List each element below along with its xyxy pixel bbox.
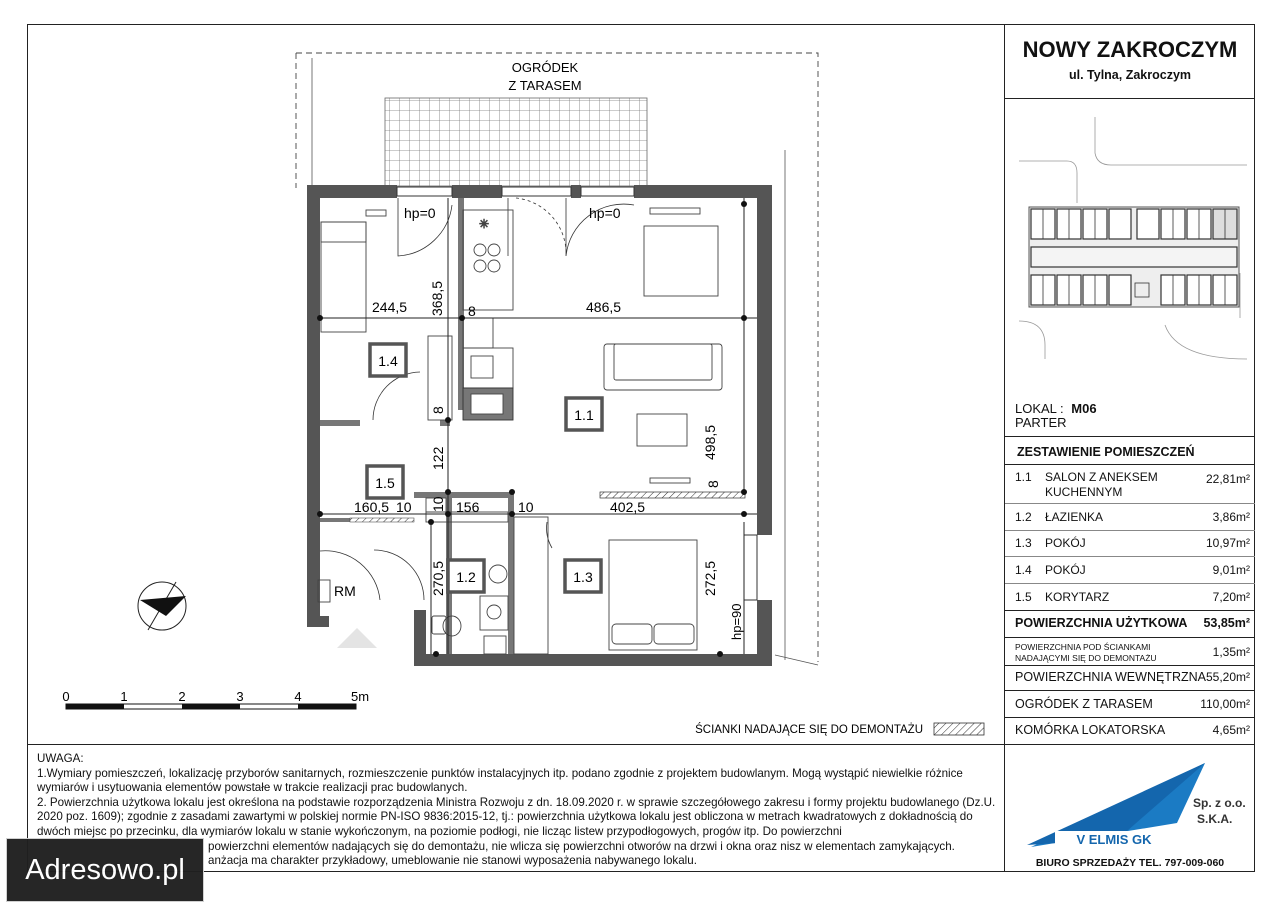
watermark-badge: Adresowo.pl bbox=[6, 838, 204, 902]
dim-486: 486,5 bbox=[586, 299, 622, 315]
garden-area-label: OGRÓDEK Z TARASEM bbox=[1015, 697, 1153, 711]
project-name: NOWY ZAKROCZYM bbox=[1022, 37, 1238, 62]
dim-244: 244,5 bbox=[372, 299, 408, 315]
scale-2: 2 bbox=[178, 689, 186, 704]
dim-8c: 8 bbox=[705, 480, 721, 488]
dim-270: 270,5 bbox=[430, 560, 446, 596]
site-plan-map bbox=[1015, 113, 1247, 359]
row-name-2: KUCHENNYM bbox=[1045, 485, 1123, 499]
storage-area-label: KOMÓRKA LOKATORSKA bbox=[1015, 723, 1166, 737]
lokal-label: LOKAL : bbox=[1015, 401, 1064, 416]
internal-area-value: 55,20m² bbox=[1205, 670, 1250, 684]
threshold-right: hp=0 bbox=[589, 205, 621, 221]
row-num: 1.5 bbox=[1015, 590, 1032, 604]
dim-498: 498,5 bbox=[702, 424, 718, 460]
dining-table bbox=[644, 226, 718, 296]
notes-paragraph-4: anżacja ma charakter przykładowy, umeblowanie nie stanowi wyposażenia nabywanego lokalu. bbox=[208, 854, 697, 868]
usable-area-value: 53,85m² bbox=[1203, 616, 1250, 630]
demolition-wall bbox=[600, 492, 745, 498]
threshold-window: hp=90 bbox=[729, 603, 744, 640]
legend-hatch-swatch bbox=[934, 723, 984, 735]
row-name: POKÓJ bbox=[1045, 563, 1086, 577]
storage-area-value: 4,65m² bbox=[1212, 723, 1250, 737]
row-name: POKÓJ bbox=[1045, 536, 1086, 550]
garden-label-2: Z TARASEM bbox=[508, 78, 582, 93]
logo-suffix-1: Sp. z o.o. bbox=[1193, 796, 1246, 810]
sofa bbox=[604, 344, 722, 390]
room-1-1: 1.1 bbox=[574, 407, 594, 423]
scale-4: 4 bbox=[294, 689, 302, 704]
sales-phone: BIURO SPRZEDAŻY TEL. 797-009-060 bbox=[1035, 857, 1225, 869]
demolition-area-value: 1,35m² bbox=[1212, 645, 1250, 659]
usable-area-label: POWIERZCHNIA UŻYTKOWA bbox=[1015, 616, 1188, 630]
scale-5: 5m bbox=[350, 689, 370, 704]
company-logo-icon bbox=[1027, 761, 1246, 847]
dim-160: 160,5 bbox=[354, 499, 390, 515]
compass-icon bbox=[138, 582, 186, 630]
dim-8a: 8 bbox=[468, 303, 476, 319]
dimension-nodes bbox=[317, 201, 747, 657]
scale-1: 1 bbox=[120, 689, 128, 704]
demolition-area-label: POWIERZCHNIA POD ŚCIANKAMI bbox=[1015, 642, 1151, 652]
row-num: 1.2 bbox=[1015, 510, 1032, 524]
logo-suffix-2: S.K.A. bbox=[1197, 812, 1233, 826]
dim-368: 368,5 bbox=[429, 280, 445, 316]
dim-10c: 10 bbox=[518, 499, 534, 515]
svg-text:✳: ✳ bbox=[478, 217, 490, 231]
garden-label-1: OGRÓDEK bbox=[511, 60, 579, 75]
notes-heading: UWAGA: bbox=[37, 752, 84, 765]
bed bbox=[321, 222, 366, 332]
room-1-3: 1.3 bbox=[573, 569, 593, 585]
scale-bar bbox=[62, 689, 369, 709]
project-address: ul. Tylna, Zakroczym bbox=[1068, 68, 1192, 82]
dim-272: 272,5 bbox=[702, 560, 718, 596]
row-name: SALON Z ANEKSEM bbox=[1045, 470, 1158, 484]
dim-402: 402,5 bbox=[610, 499, 646, 515]
dimension-lines bbox=[320, 198, 757, 654]
row-num: 1.1 bbox=[1015, 470, 1032, 484]
rooms-table-header: ZESTAWIENIE POMIESZCZEŃ bbox=[1017, 445, 1195, 459]
dimension-labels bbox=[354, 281, 721, 596]
demolition-area-label-2: NADAJĄCYMI SIĘ DO DEMONTAŻU bbox=[1015, 653, 1157, 663]
terrace bbox=[385, 98, 647, 186]
row-area: 9,01m² bbox=[1212, 563, 1250, 577]
room-1-2: 1.2 bbox=[456, 569, 476, 585]
threshold-left: hp=0 bbox=[404, 205, 436, 221]
internal-area-label: POWIERZCHNIA WEWNĘTRZNA bbox=[1015, 670, 1206, 684]
row-area: 7,20m² bbox=[1212, 590, 1250, 604]
room-labels bbox=[367, 344, 602, 592]
floor-label: PARTER bbox=[1015, 415, 1067, 430]
company-block bbox=[1004, 745, 1254, 872]
room-1-4: 1.4 bbox=[378, 353, 398, 369]
rm-label: RM bbox=[334, 583, 356, 599]
notes-paragraph-2: 2. Powierzchnia użytkowa lokalu jest określona na podstawie rozporządzenia Ministra Rozwoju z dn. 18.09.2020 r. w sprawie szczegółowego zakresu i formy projektu budowlanego (Dz.U. 2020 poz. 1609); zgodnie z zasadami zawartymi w polskiej normie PN-ISO 9836:2015-12, tj.: powierzchnia użytkowa lokalu jest obliczona w metrach kwadratowych z dokładnością do dwóch miejsc po przecinku, dla wymiarów lokalu w stanie wykończonym, na poziomie podłogi, nie licząc listew przypodłogowych, progów itp. Do powierzchni bbox=[37, 795, 996, 838]
coffee-table bbox=[637, 414, 687, 446]
scale-3: 3 bbox=[236, 689, 244, 704]
notes-paragraph-3: powierzchni elementów nadających się do demontażu, nie wlicza się powierzchni otworów na drzwi i okna oraz nisz w elementach zamykających. bbox=[208, 839, 955, 853]
dim-8b: 8 bbox=[430, 406, 446, 414]
garden-area-value: 110,00m² bbox=[1200, 697, 1250, 711]
notes-paragraph-1: 1.Wymiary pomieszczeń, lokalizację przyborów sanitarnych, rozmieszczenie punktów instalacyjnych itp. podano zgodnie z projektem budowlanym. Mogą wystąpić niewielkie różnice wymiarów i usytuowania elementów powstałe w trakcie realizacji prac budowlanych. bbox=[37, 766, 963, 795]
furniture bbox=[318, 208, 722, 654]
row-area: 10,97m² bbox=[1205, 536, 1250, 550]
dim-10a: 10 bbox=[396, 499, 412, 515]
row-num: 1.4 bbox=[1015, 563, 1032, 577]
dim-122: 122 bbox=[430, 446, 446, 470]
scale-0: 0 bbox=[62, 689, 70, 704]
row-name: KORYTARZ bbox=[1045, 590, 1110, 604]
room-1-5: 1.5 bbox=[375, 475, 395, 491]
row-area: 22,81m² bbox=[1205, 472, 1250, 486]
row-name: ŁAZIENKA bbox=[1045, 510, 1104, 524]
legend-demolition: ŚCIANKI NADAJĄCE SIĘ DO DEMONTAŻU bbox=[695, 724, 923, 736]
info-panel bbox=[1004, 25, 1254, 745]
row-num: 1.3 bbox=[1015, 536, 1032, 550]
double-bed bbox=[609, 540, 697, 650]
entrance-arrow-icon bbox=[337, 628, 377, 648]
dim-10b: 10 bbox=[430, 496, 446, 512]
logo-text: V ELMIS GK bbox=[1076, 832, 1152, 847]
lokal-value: M06 bbox=[1071, 401, 1097, 416]
row-area: 3,86m² bbox=[1212, 510, 1250, 524]
dim-156: 156 bbox=[456, 499, 480, 515]
